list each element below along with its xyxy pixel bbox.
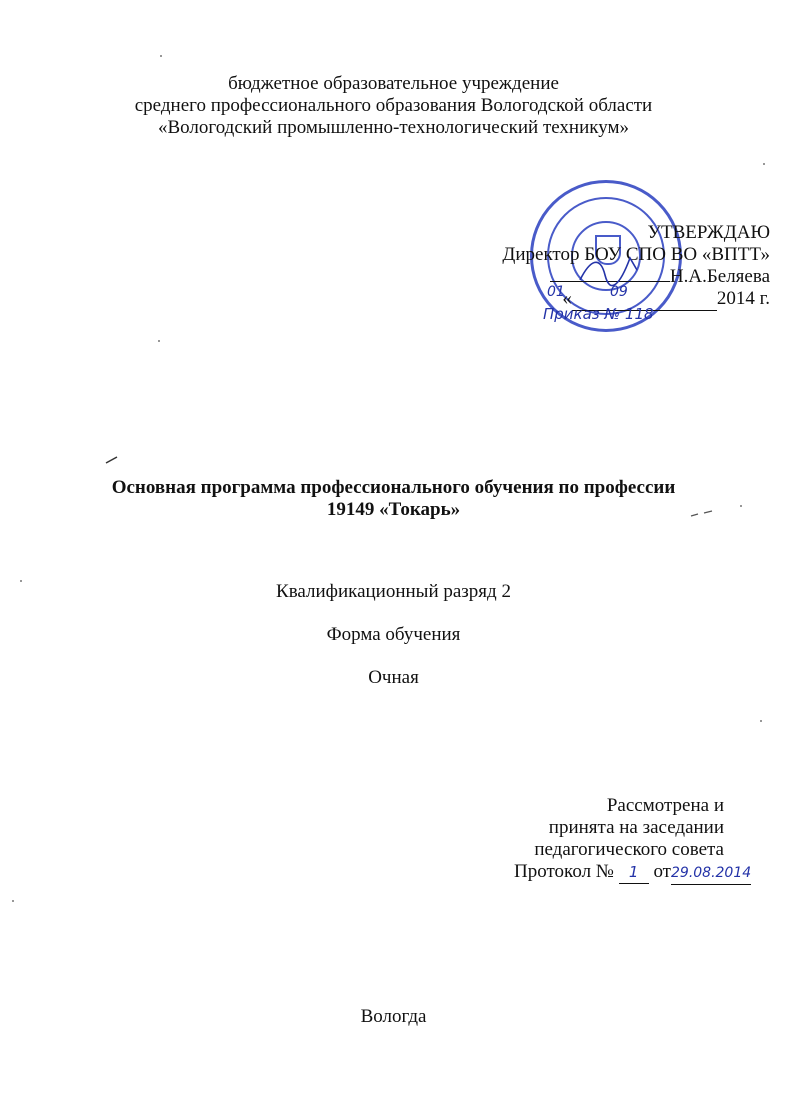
scan-mark — [105, 455, 119, 465]
institution-name: «Вологодский промышленно-технологический техникум» — [157, 117, 629, 138]
scan-speck — [158, 340, 160, 342]
protocol-label: Протокол № — [514, 861, 614, 882]
study-form-value: Очная — [368, 667, 419, 688]
approval-year: 2014 г. — [716, 288, 770, 309]
scan-speck — [12, 900, 14, 902]
protocol-number: 1 — [628, 863, 639, 881]
protocol-number-field — [619, 861, 649, 884]
study-form-label: Форма обучения — [326, 624, 461, 645]
review-line-2: принята на заседании — [548, 817, 724, 838]
handwritten-order: Приказ № 118 — [543, 305, 654, 323]
scan-mark — [690, 508, 720, 518]
profession-code: 19149 «Токарь» — [326, 499, 461, 520]
quote-mark: « — [562, 288, 572, 309]
approval-heading: УТВЕРЖДАЮ — [647, 222, 770, 243]
protocol-date-field — [671, 861, 751, 885]
program-title: Основная программа профессионального обучения по профессии — [111, 477, 676, 498]
institution-level: среднего профессионального образования Вологодской области — [134, 95, 653, 116]
qualification-level: Квалификационный разряд 2 — [276, 581, 511, 602]
protocol-line — [514, 861, 751, 885]
approval-position: Директор БОУ СПО ВО «ВПТТ» — [502, 244, 770, 265]
handwritten-month: 09 — [610, 284, 628, 300]
institution-type: бюджетное образовательное учреждение — [228, 73, 559, 94]
scan-speck — [763, 163, 765, 165]
signature-scribble — [575, 250, 645, 290]
review-line-3: педагогического совета — [534, 839, 724, 860]
review-line-1: Рассмотрена и — [606, 795, 724, 816]
scan-speck — [20, 580, 22, 582]
city: Вологда — [360, 1006, 427, 1027]
handwritten-day: 01 — [547, 284, 565, 300]
scan-speck — [760, 720, 762, 722]
scan-speck — [740, 505, 742, 507]
date-prefix: от — [653, 861, 671, 882]
protocol-date: 29.08.2014 — [671, 865, 752, 881]
signatory-name: Н.А.Беляева — [669, 266, 770, 287]
scan-speck — [160, 55, 162, 57]
